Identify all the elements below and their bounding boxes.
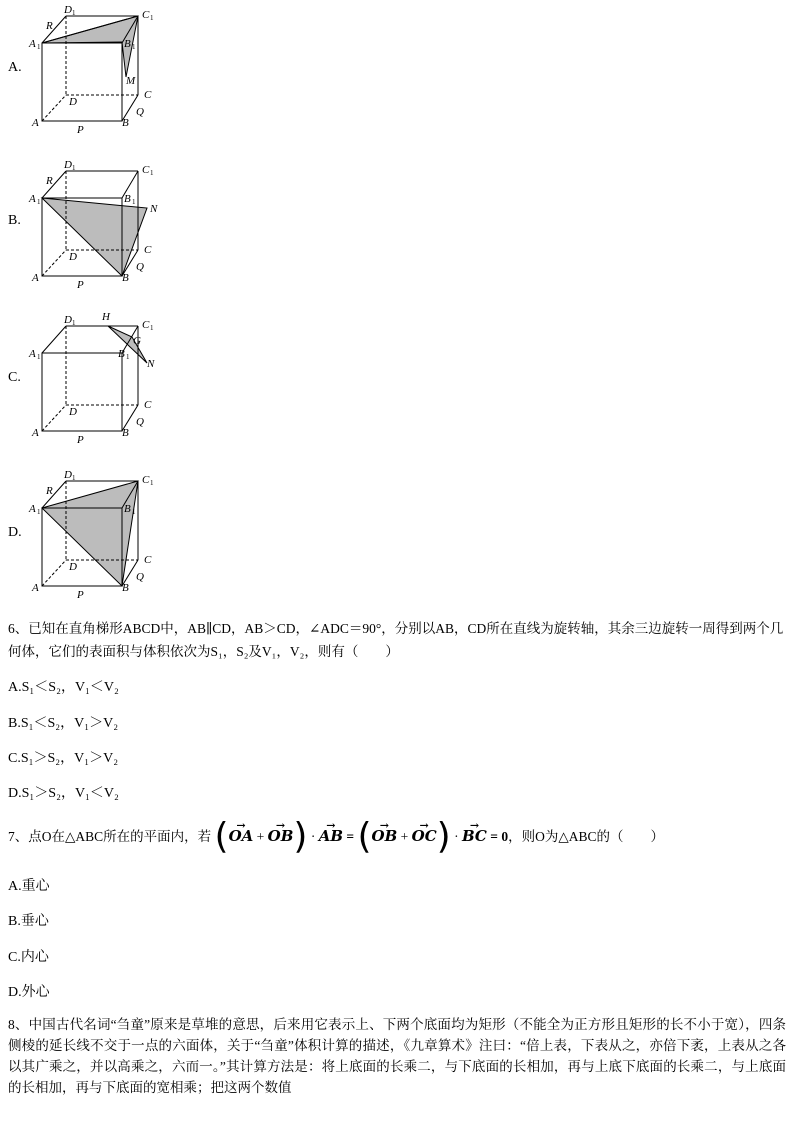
svg-text:D: D (69, 406, 77, 418)
svg-text:1: 1 (132, 508, 136, 516)
vector-oa: → OA (229, 822, 254, 850)
vector-ab: → AB (319, 822, 343, 850)
svg-text:Q: Q (136, 571, 144, 583)
svg-text:A: A (29, 503, 36, 515)
q7-option-a[interactable]: A.重心 (8, 879, 50, 894)
svg-text:P: P (77, 589, 84, 601)
svg-text:A: A (29, 38, 36, 50)
svg-text:P: P (77, 279, 84, 291)
svg-text:N: N (147, 358, 155, 370)
svg-text:1: 1 (72, 9, 76, 17)
svg-text:B: B (122, 427, 129, 439)
svg-text:R: R (46, 485, 53, 497)
svg-text:1: 1 (37, 508, 41, 516)
svg-text:Q: Q (136, 106, 144, 118)
svg-text:P: P (77, 124, 84, 136)
figure-option-a-label: A. (8, 60, 22, 75)
svg-text:R: R (46, 20, 53, 32)
svg-text:C: C (142, 474, 150, 486)
svg-text:B: B (124, 38, 131, 50)
svg-text:D: D (69, 96, 77, 108)
svg-text:D: D (69, 561, 77, 573)
svg-text:1: 1 (132, 198, 136, 206)
vector-oc: → OC (412, 822, 437, 850)
svg-text:H: H (102, 311, 110, 323)
svg-text:Q: Q (136, 416, 144, 428)
q7-option-b[interactable]: B.垂心 (8, 914, 49, 929)
svg-text:1: 1 (126, 353, 130, 361)
svg-text:A: A (29, 348, 36, 360)
vector-bc: → BC (462, 822, 487, 850)
svg-text:1: 1 (150, 169, 154, 177)
svg-text:1: 1 (37, 198, 41, 206)
svg-text:C: C (144, 89, 152, 101)
paren-close-icon: ) (293, 816, 308, 857)
svg-text:C: C (142, 9, 150, 21)
svg-text:1: 1 (72, 164, 76, 172)
svg-text:1: 1 (72, 474, 76, 482)
q7-option-c[interactable]: C.内心 (8, 950, 49, 965)
q7-prefix: 7、点O在△ABC所在的平面内，若 (8, 829, 212, 844)
cube-figure-d (26, 465, 176, 607)
svg-text:B: B (118, 348, 125, 360)
svg-text:1: 1 (37, 353, 41, 361)
svg-text:C: C (144, 399, 152, 411)
q7-suffix: ，则O为△ABC的（ ） (508, 829, 664, 844)
q6-option-d[interactable]: D.S₁＞S₂，V₁＜V₂ (8, 786, 119, 801)
svg-text:B: B (122, 582, 129, 594)
figure-option-c-label: C. (8, 370, 21, 385)
svg-text:C: C (142, 319, 150, 331)
q6-option-c[interactable]: C.S₁＞S₂，V₁＞V₂ (8, 751, 119, 766)
svg-text:G: G (133, 335, 141, 347)
label-d1: D (64, 4, 72, 16)
vector-ob-2: → OB (372, 822, 398, 850)
q7-equals-zero: = 0 (490, 829, 509, 844)
svg-text:B: B (124, 503, 131, 515)
q7-option-d[interactable]: D.外心 (8, 985, 50, 1000)
svg-text:C: C (144, 554, 152, 566)
svg-text:A: A (29, 193, 36, 205)
svg-text:C: C (142, 164, 150, 176)
svg-text:D: D (69, 251, 77, 263)
svg-text:N: N (150, 203, 158, 215)
svg-text:1: 1 (150, 324, 154, 332)
svg-text:B: B (124, 193, 131, 205)
svg-text:A: A (32, 582, 39, 594)
svg-text:1: 1 (132, 43, 136, 51)
question-8-stem: 8、中国古代名词“刍童”原来是草堆的意思，后来用它表示上、下两个底面均为矩形（不能全为正方形且矩形的长不小于宽），四条侧棱的延长线不交于一点的六面体，关于“刍童”体积计算的描述，《九章算术》注曰：“倍上表，下表从之，亦倍下袤，上表从之各以其广乘之，并以高乘之，六而一。”其计算方法是：将上底面的长乘二，与下底面的长相加，再与上底下底面的长乘二，与上底面的长相加，再与下底面的宽相乘；把这两个数值 (8, 1017, 786, 1095)
svg-text:A: A (32, 272, 39, 284)
figure-option-b-label: B. (8, 213, 21, 228)
paren-open-icon: ( (214, 816, 229, 857)
paren-close-icon: ) (436, 816, 451, 857)
svg-text:D: D (64, 159, 72, 171)
svg-text:Q: Q (136, 261, 144, 273)
svg-text:1: 1 (72, 319, 76, 327)
svg-text:1: 1 (150, 479, 154, 487)
cube-figure-c (26, 310, 176, 452)
svg-text:D: D (64, 469, 72, 481)
svg-text:R: R (46, 175, 53, 187)
svg-text:A: A (32, 427, 39, 439)
cube-figure-a (26, 0, 176, 142)
figure-option-d-label: D. (8, 525, 22, 540)
svg-text:M: M (126, 75, 136, 87)
paren-open-icon: ( (357, 816, 372, 857)
svg-text:D: D (64, 314, 72, 326)
cube-figure-b (26, 155, 176, 297)
svg-text:1: 1 (37, 43, 41, 51)
question-7-stem: 7、点O在△ABC所在的平面内，若 (→ OA + → OB) · → AB = (→ OB + → OC) · → BC = 0，则O为△ABC的（ ） (8, 822, 786, 851)
question-6-stem: 6、已知在直角梯形ABCD中，AB∥CD，AB＞CD，∠ADC＝90°，分别以AB，CD所在直线为旋转轴，其余三边旋转一周得到两个几何体，它们的表面积与体积依次为S₁，S₂及V₁，V₂，则有（ ） (8, 621, 784, 659)
vector-ob: → OB (268, 822, 294, 850)
svg-text:1: 1 (150, 14, 154, 22)
svg-text:C: C (144, 244, 152, 256)
q6-option-b[interactable]: B.S₁＜S₂，V₁＞V₂ (8, 716, 119, 731)
svg-text:P: P (77, 434, 84, 446)
svg-text:B: B (122, 272, 129, 284)
q6-option-a[interactable]: A.S₁＜S₂，V₁＜V₂ (8, 680, 119, 695)
svg-text:B: B (122, 117, 129, 129)
svg-text:A: A (32, 117, 39, 129)
